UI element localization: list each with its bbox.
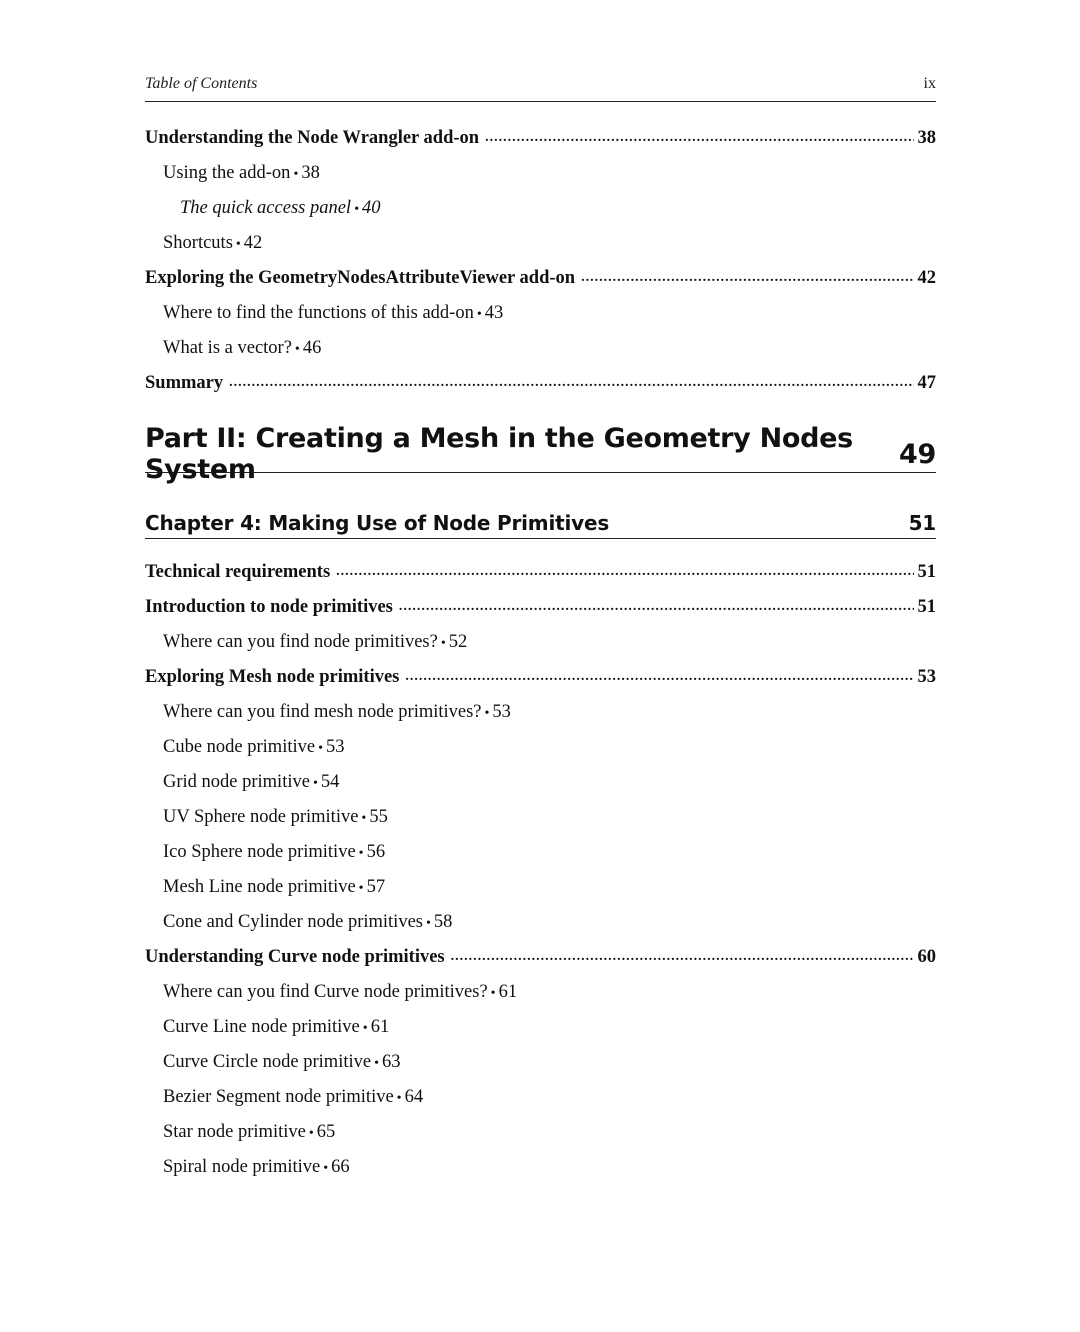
toc-entry-page: 61	[370, 1017, 390, 1037]
toc-entry-curve-line[interactable]	[163, 1014, 954, 1040]
toc-entry-label: What is a vector?	[163, 338, 292, 358]
toc-entry-page: 53	[492, 702, 511, 722]
toc-entry-label: Summary	[145, 373, 224, 393]
toc-entry-label: Exploring Mesh node primitives	[145, 667, 400, 687]
toc-entry-page: 53	[917, 667, 936, 687]
toc-entry-page: 56	[366, 842, 386, 862]
toc-entry-bezier-segment[interactable]	[163, 1084, 954, 1110]
toc-entry-spiral[interactable]	[163, 1154, 954, 1180]
leader-dots	[229, 370, 913, 396]
toc-entry-quick-access-panel[interactable]	[180, 195, 971, 221]
toc-entry-page: 47	[917, 373, 936, 393]
bullet-icon: •	[358, 881, 364, 896]
bullet-icon: •	[318, 741, 323, 756]
toc-entry-page: 53	[326, 737, 345, 757]
toc-entry-label: The quick access panel	[180, 198, 352, 218]
toc-entry-summary[interactable]	[145, 370, 936, 396]
toc-entry-label: Exploring the GeometryNodesAttributeViewer add-on	[145, 268, 576, 288]
toc-entry-cube[interactable]	[163, 734, 954, 760]
leader-dots	[581, 265, 913, 291]
bullet-icon: •	[490, 986, 496, 1001]
toc-entry-page: 57	[366, 877, 386, 897]
toc-entry-grid[interactable]	[163, 769, 954, 795]
toc-entry-label: Curve Circle node primitive	[163, 1052, 372, 1072]
toc-entry-label: Star node primitive	[163, 1122, 306, 1142]
toc-entry-uv-sphere[interactable]	[163, 804, 954, 830]
toc-entry-page: 65	[316, 1122, 336, 1142]
running-header-page-number: ix	[923, 75, 936, 92]
toc-entry-page: 54	[320, 772, 340, 792]
toc-entry-page: 51	[917, 597, 936, 617]
part-title: Part II: Creating a Mesh in the Geometry Nodes System	[145, 423, 853, 485]
bullet-icon: •	[484, 706, 490, 721]
toc-entry-page: 38	[301, 163, 320, 183]
bullet-icon: •	[426, 916, 431, 931]
toc-entry-page: 63	[381, 1052, 401, 1072]
toc-entry-mesh-line[interactable]	[163, 874, 954, 900]
chapter-heading[interactable]	[145, 508, 936, 539]
toc-entry-where-node-primitives[interactable]	[163, 629, 954, 655]
toc-entry-exploring-mesh[interactable]	[145, 664, 936, 690]
toc-entry-label: Understanding Curve node primitives	[145, 947, 445, 967]
chapter-page: 51	[908, 511, 936, 535]
toc-entry-page: 43	[484, 303, 504, 323]
toc-entry-page: 66	[331, 1157, 350, 1177]
toc-entry-label: Bezier Segment node primitive	[163, 1087, 394, 1107]
bullet-icon: •	[235, 237, 241, 252]
toc-entry-what-is-vector[interactable]	[163, 335, 954, 361]
bullet-icon: •	[374, 1056, 379, 1071]
toc-entry-shortcuts[interactable]	[163, 230, 954, 256]
bullet-icon: •	[294, 342, 300, 357]
leader-dots	[451, 944, 914, 970]
toc-entry-where-curve-primitives[interactable]	[163, 979, 954, 1005]
toc-entry-page: 46	[302, 338, 322, 358]
toc-entry-label: Ico Sphere node primitive	[163, 842, 356, 862]
bullet-icon: •	[358, 846, 364, 861]
toc-entry-page: 58	[433, 912, 453, 932]
part-heading[interactable]	[145, 423, 936, 485]
toc-entry-label: UV Sphere node primitive	[163, 807, 359, 827]
bullet-icon: •	[293, 167, 299, 182]
toc-entry-technical-requirements[interactable]	[145, 559, 936, 585]
toc-entry-ico-sphere[interactable]	[163, 839, 954, 865]
bullet-icon: •	[361, 811, 367, 826]
toc-entry-star[interactable]	[163, 1119, 954, 1145]
bullet-icon: •	[476, 307, 482, 322]
toc-entry-label: Where can you find mesh node primitives?	[163, 702, 482, 722]
running-header-title: Table of Contents	[145, 75, 258, 92]
toc-entry-node-wrangler[interactable]	[145, 125, 936, 151]
toc-entry-page: 60	[917, 947, 936, 967]
bullet-icon: •	[308, 1126, 314, 1141]
toc-entry-label: Spiral node primitive	[163, 1157, 321, 1177]
leader-dots	[405, 664, 913, 690]
bullet-icon: •	[440, 636, 446, 651]
toc-entry-using-addon[interactable]	[163, 160, 954, 186]
toc-entry-label: Where can you find node primitives?	[163, 632, 438, 652]
toc-entry-attribute-viewer[interactable]	[145, 265, 936, 291]
toc-entry-page: 52	[448, 632, 468, 652]
toc-entry-understanding-curve[interactable]	[145, 944, 936, 970]
bullet-icon: •	[354, 202, 359, 217]
toc-entry-page: 55	[369, 807, 388, 827]
toc-entry-label: Cube node primitive	[163, 737, 316, 757]
toc-entry-page: 40	[361, 198, 381, 218]
toc-entry-label: Shortcuts	[163, 233, 233, 253]
leader-dots	[336, 559, 913, 585]
toc-entry-label: Using the add-on	[163, 163, 291, 183]
toc-entry-label: Mesh Line node primitive	[163, 877, 356, 897]
toc-entry-label: Technical requirements	[145, 562, 331, 582]
toc-entry-label: Where can you find Curve node primitives?	[163, 982, 488, 1002]
toc-entry-label: Introduction to node primitives	[145, 597, 393, 617]
toc-entry-label: Understanding the Node Wrangler add-on	[145, 128, 480, 148]
running-header	[145, 73, 936, 102]
bullet-icon: •	[396, 1091, 402, 1106]
bullet-icon: •	[362, 1021, 368, 1036]
chapter-title: Chapter 4: Making Use of Node Primitives	[145, 511, 610, 535]
toc-entry-label: Curve Line node primitive	[163, 1017, 360, 1037]
part-page: 49	[899, 438, 936, 470]
toc-entry-page: 51	[917, 562, 936, 582]
toc-entry-cone-cylinder[interactable]	[163, 909, 954, 935]
toc-entry-curve-circle[interactable]	[163, 1049, 954, 1075]
toc-entry-page: 38	[917, 128, 936, 148]
toc-entry-where-to-find-functions[interactable]	[163, 300, 954, 326]
toc-entry-label: Where to find the functions of this add-on	[163, 303, 474, 323]
toc-entry-where-mesh-primitives[interactable]	[163, 699, 954, 725]
leader-dots	[399, 594, 914, 620]
toc-entry-page: 42	[917, 268, 936, 288]
toc-entry-page: 64	[404, 1087, 424, 1107]
bullet-icon: •	[312, 776, 318, 791]
toc-entry-label: Cone and Cylinder node primitives	[163, 912, 423, 932]
toc-entry-page: 42	[243, 233, 263, 253]
leader-dots	[485, 125, 913, 151]
toc-entry-intro-node-primitives[interactable]	[145, 594, 936, 620]
bullet-icon: •	[323, 1161, 329, 1176]
toc-entry-label: Grid node primitive	[163, 772, 310, 792]
toc-entry-page: 61	[498, 982, 518, 1002]
